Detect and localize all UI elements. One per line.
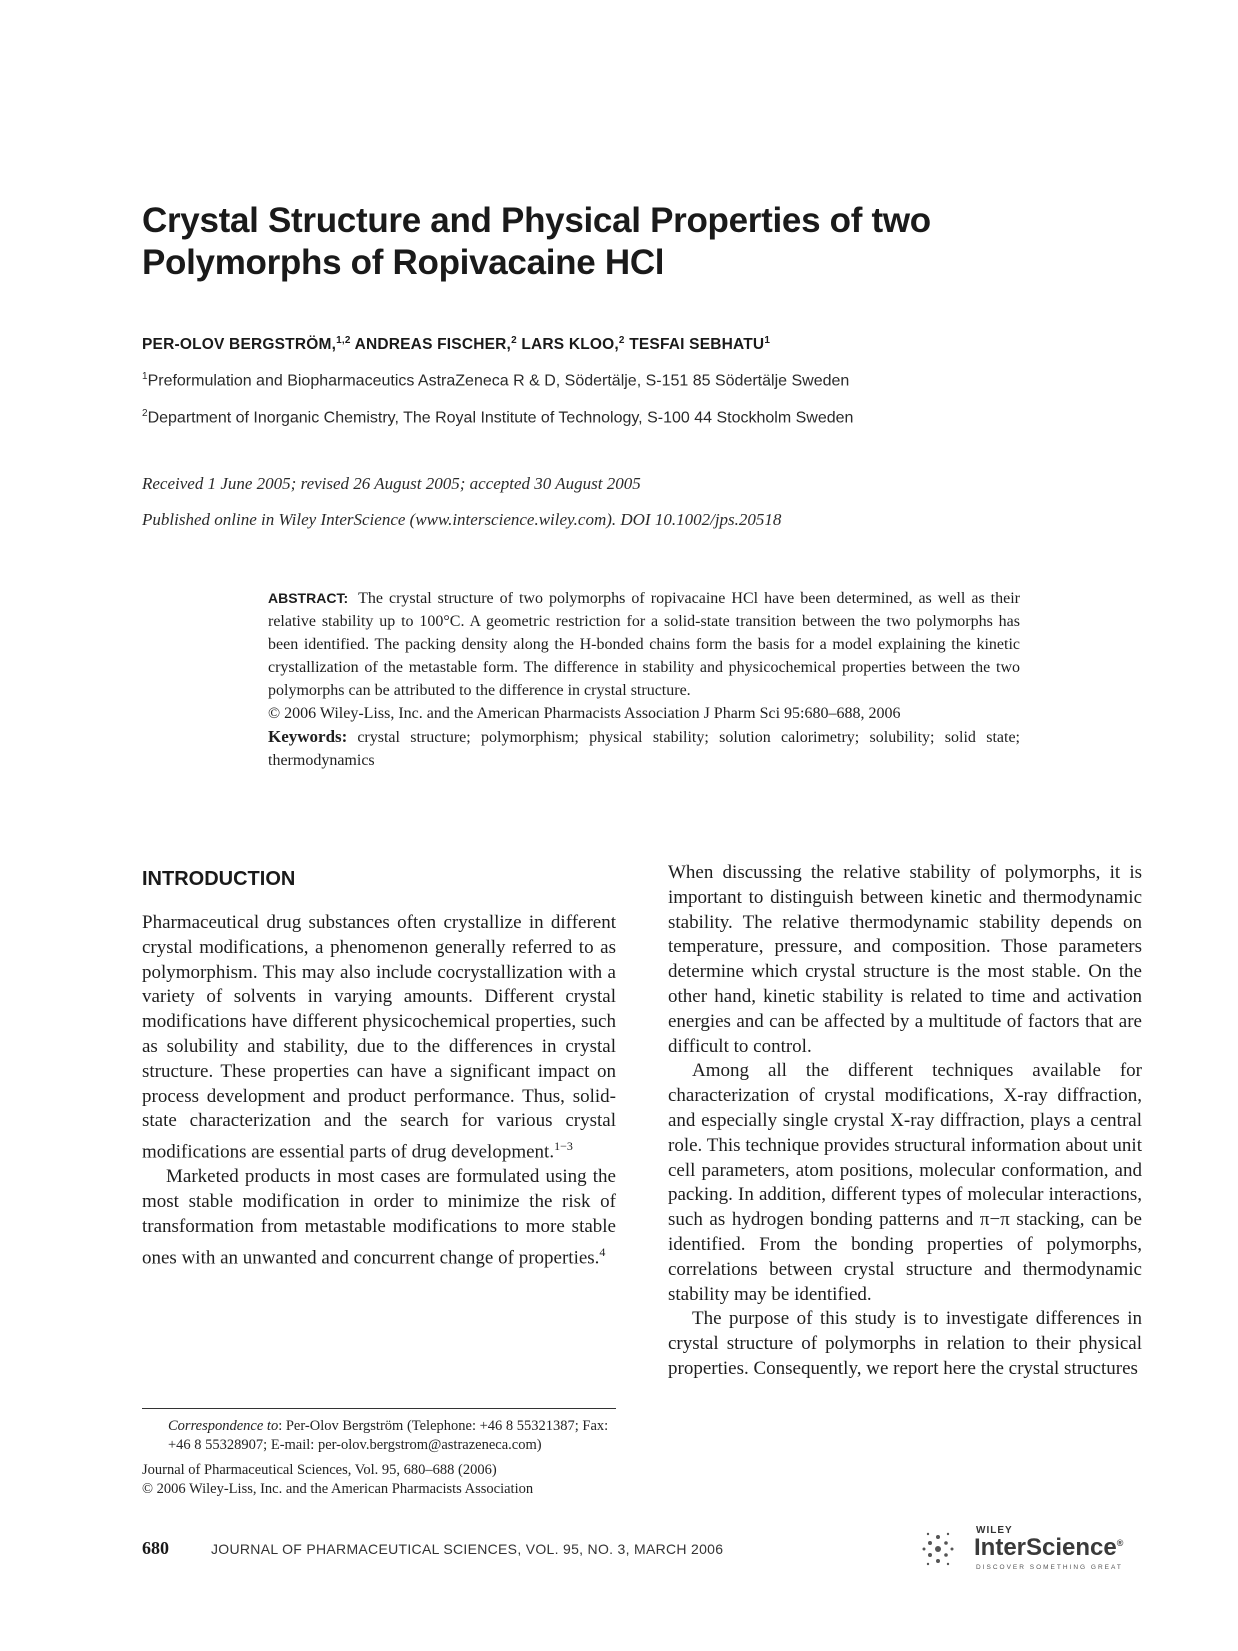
footnote — [142, 1417, 616, 1499]
correspondence-label: Correspondence to — [168, 1418, 279, 1434]
wiley-interscience-logo — [918, 1524, 1138, 1574]
abstract-copyright: © 2006 Wiley-Liss, Inc. and the American Pharmacists Association J Pharm Sci 95:680–688, 2006 — [268, 705, 901, 722]
abstract-label: ABSTRACT: — [268, 590, 349, 606]
affiliation-sup: 1 — [142, 371, 148, 382]
received-dates: Received 1 June 2005; revised 26 August 2005; accepted 30 August 2005 — [142, 474, 641, 493]
affiliation-2 — [142, 408, 853, 427]
author-name: ANDREAS FISCHER, — [350, 336, 512, 354]
affiliation-text: Department of Inorganic Chemistry, The Royal Institute of Technology, S-100 44 Stockholm Sweden — [147, 409, 854, 427]
author-list — [142, 335, 770, 354]
right-column — [668, 861, 1142, 1382]
author-affil-sup: 2 — [511, 335, 517, 346]
keywords-label: Keywords: — [268, 727, 348, 746]
paragraph: The purpose of this study is to investigate differences in crystal structure of polymorphs in relation to their physical properties. Consequently, we report here the crystal structures — [668, 1308, 1142, 1379]
keywords-text: crystal structure; polymorphism; physical stability; solution calorimetry; solubility; solid state; thermodynamics — [268, 729, 1020, 769]
article-title — [142, 200, 1042, 284]
correspondence — [142, 1417, 616, 1455]
author-affil-sup: 1,2 — [336, 335, 351, 346]
logo-wiley: WILEY — [976, 1525, 1013, 1536]
keywords — [268, 725, 1020, 772]
author-affil-sup: 2 — [618, 335, 625, 346]
journal-citation: Journal of Pharmaceutical Sciences, Vol. 95, 680–688 (2006) — [142, 1462, 497, 1478]
title-line-2: Polymorphs of Ropivacaine HCl — [142, 243, 665, 282]
paragraph — [142, 1165, 616, 1271]
published-online: Published online in Wiley InterScience (www.interscience.wiley.com). DOI 10.1002/jps.20518 — [142, 510, 782, 529]
author-name: LARS KLOO, — [516, 336, 619, 354]
author-name: TESFAI SEBHATU — [624, 336, 765, 354]
author-affil-sup: 1 — [764, 335, 771, 346]
logo-main-text: InterScience — [974, 1534, 1117, 1561]
correspondence-text: : Per-Olov Bergström (Telephone: +46 8 55321387; Fax: +46 8 55328907; E-mail: per-olov.bergstrom@astrazeneca.com) — [168, 1418, 609, 1453]
paragraph: When discussing the relative stability of polymorphs, it is important to distinguish between kinetic and thermodynamic stability. The relative thermodynamic stability depends on temperature, pressure, and composition. Those parameters determine which crystal structure is the most stable. On the other hand, kinetic stability is related to time and activation energies and can be affected by a multitude of factors that are difficult to control. — [668, 862, 1142, 1057]
citation-ref: 4 — [599, 1244, 606, 1259]
paragraph-text: Marketed products in most cases are formulated using the most stable modification in order to minimize the risk of transformation from metastable modifications to more stable ones with an unwanted and concurrent change of properties. — [142, 1166, 616, 1269]
running-footer: JOURNAL OF PHARMACEUTICAL SCIENCES, VOL. 95, NO. 3, MARCH 2006 — [211, 1541, 724, 1557]
affiliation-sup: 2 — [142, 408, 148, 419]
affiliation-text: Preformulation and Biopharmaceutics AstraZeneca R & D, Södertälje, S-151 85 Södertälje Sweden — [147, 372, 850, 390]
title-line-1: Crystal Structure and Physical Properties of two — [142, 201, 931, 240]
author-name: PER-OLOV BERGSTRÖM, — [142, 336, 337, 354]
page-number: 680 — [142, 1538, 169, 1558]
paragraph-text: Pharmaceutical drug substances often crystallize in different crystal modifications, a phenomenon generally referred to as polymorphism. This may also include cocrystallization with a variety of solvents in varying amounts. Different crystal modifications have different physicochemical properties, such as solubility and stability, due to the differences in crystal structure. These properties can have a significant impact on process development and product performance. Thus, solid-state characterization and the search for various crystal modifications are essential parts of drug development. — [142, 912, 616, 1163]
affiliation-1 — [142, 371, 849, 390]
logo-reg-mark: ® — [1116, 1538, 1124, 1548]
abstract-body — [268, 587, 1020, 702]
logo-interscience — [974, 1534, 1123, 1562]
left-column — [142, 911, 616, 1271]
footnote-copyright: © 2006 Wiley-Liss, Inc. and the American Pharmacists Association — [142, 1481, 534, 1497]
footnote-rule — [142, 1408, 616, 1409]
citation-ref: 1−3 — [554, 1139, 573, 1154]
abstract-block — [268, 587, 1020, 772]
abstract-text: The crystal structure of two polymorphs of ropivacaine HCl have been determined, as well as their relative stability up to 100°C. A geometric restriction for a solid-state transition between the two polymorphs has been identified. The packing density along the H-bonded chains form the basis for a model explaining the kinetic crystallization of the metastable form. The difference in stability and physicochemical properties between the two polymorphs can be attributed to the difference in crystal structure. — [268, 590, 1020, 699]
section-heading-introduction: INTRODUCTION — [142, 868, 296, 890]
paragraph: Among all the different techniques available for characterization of crystal modifications, X-ray diffraction, and especially single crystal X-ray diffraction, plays a central role. This technique provides structural information about unit cell parameters, atom positions, molecular conformation, and packing. In addition, different types of molecular interactions, such as hydrogen bonding patterns and π−π stacking, can be identified. From the bonding properties of polymorphs, correlations between crystal structure and thermodynamic stability may be identified. — [668, 1060, 1142, 1305]
logo-tagline: DISCOVER SOMETHING GREAT — [976, 1564, 1123, 1571]
paragraph — [142, 911, 616, 1165]
